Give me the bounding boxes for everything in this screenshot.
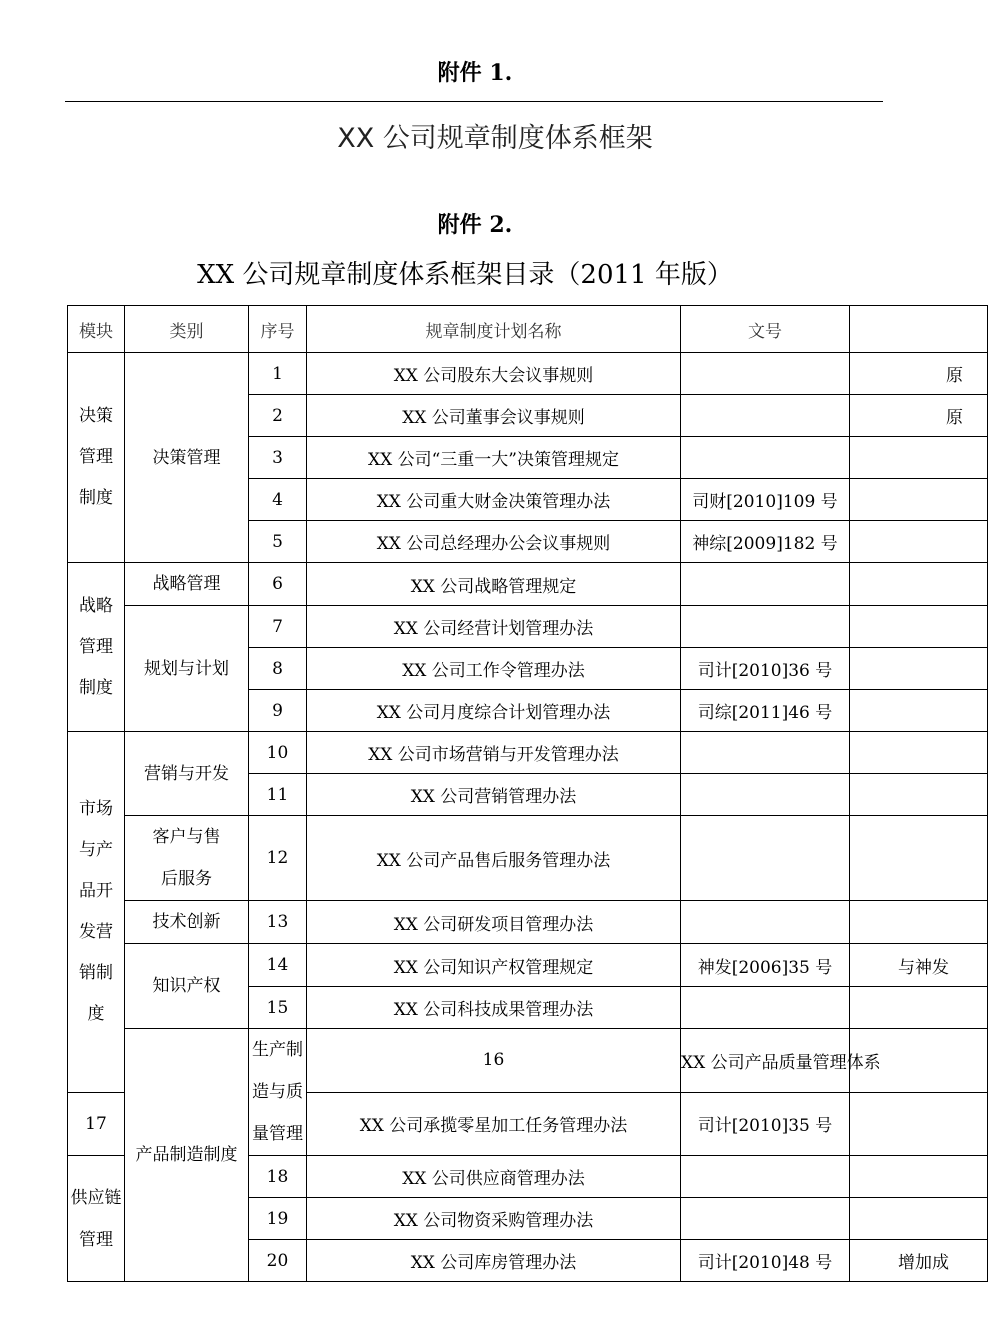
- row-number: 13: [249, 901, 307, 944]
- regulation-name: XX 公司股东大会议事规则: [307, 353, 681, 395]
- remark: 原: [850, 353, 988, 395]
- table-row: [68, 732, 988, 774]
- regulation-name: XX 公司“三重一大”决策管理规定: [307, 437, 681, 479]
- regulation-name: XX 公司产品质量管理体系: [681, 1029, 850, 1093]
- regulation-name: XX 公司研发项目管理办法: [307, 901, 681, 944]
- divider: [65, 101, 883, 102]
- document-number: [681, 437, 850, 479]
- table-row: [68, 606, 988, 648]
- regulation-name: XX 公司重大财金决策管理办法: [307, 479, 681, 521]
- module-cell: 市场与产品开发营销制度: [68, 732, 125, 1093]
- document-number: [681, 774, 850, 816]
- table-row: [68, 901, 988, 944]
- row-number: 17: [68, 1092, 125, 1156]
- regulation-name: XX 公司供应商管理办法: [307, 1156, 681, 1198]
- row-number: 1: [249, 353, 307, 395]
- document-number: [681, 563, 850, 606]
- module-cell: 战略管理制度: [68, 563, 125, 732]
- regulation-table: [67, 305, 988, 1282]
- regulation-name: XX 公司市场营销与开发管理办法: [307, 732, 681, 774]
- category-cell: 规划与计划: [125, 606, 249, 732]
- document-number: [681, 353, 850, 395]
- framework-title: XX 公司规章制度体系框架: [337, 123, 653, 154]
- document-number: 司计[2010]36 号: [681, 648, 850, 690]
- document-number: [681, 1156, 850, 1198]
- header-category: 类别: [125, 306, 249, 353]
- remark: [850, 479, 988, 521]
- document-number: [681, 987, 850, 1029]
- document-number: 司财[2010]109 号: [681, 479, 850, 521]
- row-number: 14: [249, 944, 307, 987]
- document-number: 司综[2011]46 号: [681, 690, 850, 732]
- document-number: 神发[2006]35 号: [681, 944, 850, 987]
- category-cell: 技术创新: [125, 901, 249, 944]
- regulation-name: XX 公司工作令管理办法: [307, 648, 681, 690]
- regulation-name: XX 公司产品售后服务管理办法: [307, 816, 681, 901]
- remark: [850, 774, 988, 816]
- row-number: 10: [249, 732, 307, 774]
- row-number: 2: [249, 395, 307, 437]
- regulation-name: XX 公司月度综合计划管理办法: [307, 690, 681, 732]
- regulation-name: XX 公司战略管理规定: [307, 563, 681, 606]
- table-row: [68, 353, 988, 395]
- attachment-1-label: 附件 1.: [437, 60, 513, 86]
- remark: [850, 648, 988, 690]
- header-module: 模块: [68, 306, 125, 353]
- regulation-name: XX 公司总经理办公会议事规则: [307, 521, 681, 563]
- category-cell: 决策管理: [125, 353, 249, 563]
- remark: [850, 521, 988, 563]
- header-regulation-name: 规章制度计划名称: [307, 306, 681, 353]
- document-number: 司计[2010]48 号: [681, 1240, 850, 1282]
- remark: [850, 901, 988, 944]
- remark: [850, 606, 988, 648]
- row-number: 20: [249, 1240, 307, 1282]
- row-number: 9: [249, 690, 307, 732]
- category-cell: 营销与开发: [125, 732, 249, 816]
- category-cell: 知识产权: [125, 944, 249, 1029]
- remark: [850, 437, 988, 479]
- remark: [850, 690, 988, 732]
- row-number: 4: [249, 479, 307, 521]
- remark: 与神发: [850, 944, 988, 987]
- document-number: [681, 395, 850, 437]
- regulation-name: XX 公司科技成果管理办法: [307, 987, 681, 1029]
- row-number: 6: [249, 563, 307, 606]
- category-cell: 客户与售后服务: [125, 816, 249, 901]
- remark: 增加成: [850, 1240, 988, 1282]
- row-number: 18: [249, 1156, 307, 1198]
- document-number: 神综[2009]182 号: [681, 521, 850, 563]
- table-row: [68, 563, 988, 606]
- category-cell: 供应链管理: [68, 1156, 125, 1282]
- row-number: 11: [249, 774, 307, 816]
- row-number: 16: [307, 1029, 681, 1093]
- document-number: [681, 816, 850, 901]
- category-cell: 战略管理: [125, 563, 249, 606]
- row-number: 12: [249, 816, 307, 901]
- row-number: 19: [249, 1198, 307, 1240]
- row-number: 5: [249, 521, 307, 563]
- header-remark: [850, 306, 988, 353]
- document-number: [681, 732, 850, 774]
- header-document-number: 文号: [681, 306, 850, 353]
- regulation-name: XX 公司经营计划管理办法: [307, 606, 681, 648]
- header-number: 序号: [249, 306, 307, 353]
- remark: [850, 1092, 988, 1156]
- table-row: [68, 944, 988, 987]
- regulation-name: XX 公司物资采购管理办法: [307, 1198, 681, 1240]
- table-row: [68, 1029, 988, 1093]
- regulation-name: XX 公司知识产权管理规定: [307, 944, 681, 987]
- catalog-title: XX 公司规章制度体系框架目录（2011 年版）: [197, 260, 733, 290]
- remark: [850, 987, 988, 1029]
- row-number: 3: [249, 437, 307, 479]
- row-number: 7: [249, 606, 307, 648]
- table-header-row: [68, 306, 988, 353]
- module-cell: 决策管理制度: [68, 353, 125, 563]
- remark: [850, 816, 988, 901]
- remark: [850, 1198, 988, 1240]
- attachment-2-label: 附件 2.: [437, 212, 513, 238]
- document-number: [681, 1198, 850, 1240]
- document-number: 司计[2010]35 号: [681, 1092, 850, 1156]
- table-row: [68, 816, 988, 901]
- remark: 原: [850, 395, 988, 437]
- category-cell: 生产制造与质量管理: [249, 1029, 307, 1156]
- row-number: 8: [249, 648, 307, 690]
- remark: [850, 732, 988, 774]
- regulation-name: XX 公司承揽零星加工任务管理办法: [307, 1092, 681, 1156]
- regulation-name: XX 公司库房管理办法: [307, 1240, 681, 1282]
- row-number: 15: [249, 987, 307, 1029]
- remark: [850, 563, 988, 606]
- regulation-name: XX 公司营销管理办法: [307, 774, 681, 816]
- remark: [850, 1156, 988, 1198]
- module-cell: 产品制造制度: [125, 1029, 249, 1282]
- document-number: [681, 901, 850, 944]
- document-number: [681, 606, 850, 648]
- regulation-name: XX 公司董事会议事规则: [307, 395, 681, 437]
